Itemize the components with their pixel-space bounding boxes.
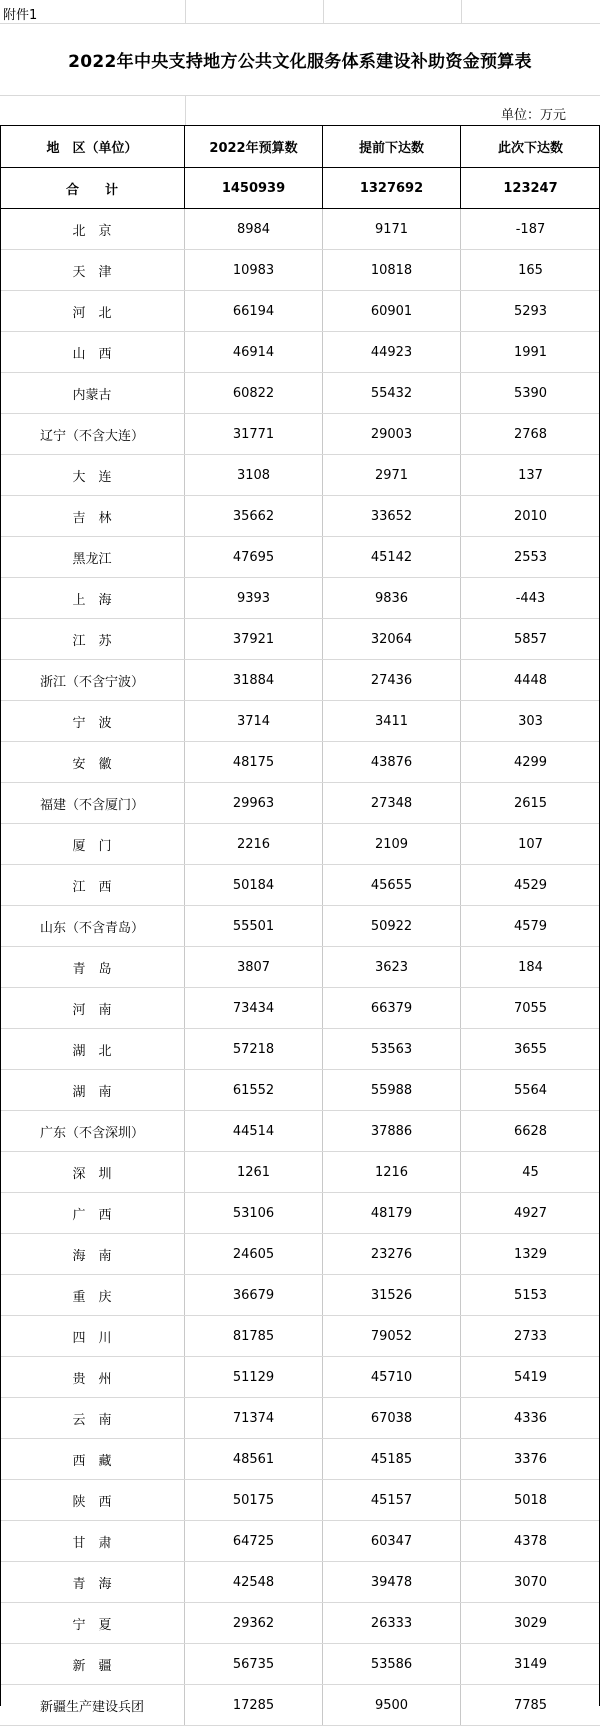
table-body bbox=[0, 209, 600, 1726]
current-cell: 1991 bbox=[513, 344, 548, 360]
current-cell: 4448 bbox=[513, 672, 548, 688]
region-cell: 吉 林 bbox=[0, 496, 185, 536]
budget-cell: 60822 bbox=[185, 373, 323, 413]
advance-cell: 45710 bbox=[323, 1357, 461, 1397]
column-header-budget: 2022年预算数 bbox=[185, 126, 323, 167]
table-row bbox=[0, 824, 600, 865]
region-cell: 山东（不含青岛） bbox=[0, 906, 185, 946]
advance-cell: 10818 bbox=[323, 250, 461, 290]
budget-cell: 51129 bbox=[185, 1357, 323, 1397]
current-cell: -443 bbox=[515, 590, 546, 606]
advance-cell: 45655 bbox=[323, 865, 461, 905]
budget-cell: 29362 bbox=[185, 1603, 323, 1643]
region-cell: 广东（不含深圳） bbox=[0, 1111, 185, 1151]
table-row bbox=[0, 1275, 600, 1316]
current-cell: 7785 bbox=[513, 1697, 548, 1713]
region-cell: 天 津 bbox=[0, 250, 185, 290]
total-current: 123247 bbox=[503, 180, 558, 196]
attachment-row bbox=[0, 0, 600, 24]
budget-cell: 47695 bbox=[185, 537, 323, 577]
current-cell: 303 bbox=[518, 713, 543, 729]
budget-cell: 31771 bbox=[185, 414, 323, 454]
current-cell: 3149 bbox=[513, 1656, 548, 1672]
table-row bbox=[0, 250, 600, 291]
advance-cell: 50922 bbox=[323, 906, 461, 946]
budget-cell: 50184 bbox=[185, 865, 323, 905]
region-cell: 福建（不含厦门） bbox=[0, 783, 185, 823]
budget-cell: 57218 bbox=[185, 1029, 323, 1069]
gridline bbox=[0, 0, 186, 23]
table-row bbox=[0, 414, 600, 455]
table-row bbox=[0, 373, 600, 414]
current-cell: 137 bbox=[518, 467, 543, 483]
region-cell: 广 西 bbox=[0, 1193, 185, 1233]
advance-cell: 66379 bbox=[323, 988, 461, 1028]
region-cell: 黑龙江 bbox=[0, 537, 185, 577]
current-cell: 45 bbox=[522, 1164, 539, 1180]
region-cell: 宁 夏 bbox=[0, 1603, 185, 1643]
current-cell: 184 bbox=[518, 959, 543, 975]
table-row bbox=[0, 783, 600, 824]
advance-cell: 9500 bbox=[323, 1685, 461, 1725]
budget-cell: 50175 bbox=[185, 1480, 323, 1520]
region-cell: 甘 肃 bbox=[0, 1521, 185, 1561]
region-cell: 海 南 bbox=[0, 1234, 185, 1274]
total-advance: 1327692 bbox=[323, 168, 461, 208]
budget-cell: 37921 bbox=[185, 619, 323, 659]
advance-cell: 48179 bbox=[323, 1193, 461, 1233]
advance-cell: 26333 bbox=[323, 1603, 461, 1643]
budget-cell: 48175 bbox=[185, 742, 323, 782]
table-row bbox=[0, 742, 600, 783]
column-header-region: 地 区（单位） bbox=[0, 126, 185, 167]
table-row bbox=[0, 1193, 600, 1234]
region-cell: 重 庆 bbox=[0, 1275, 185, 1315]
table-row bbox=[0, 1603, 600, 1644]
budget-cell: 3108 bbox=[185, 455, 323, 495]
region-cell: 河 北 bbox=[0, 291, 185, 331]
current-cell: 4299 bbox=[513, 754, 548, 770]
region-cell: 贵 州 bbox=[0, 1357, 185, 1397]
budget-cell: 66194 bbox=[185, 291, 323, 331]
region-cell: 安 徽 bbox=[0, 742, 185, 782]
current-cell: 1329 bbox=[513, 1246, 548, 1262]
advance-cell: 45157 bbox=[323, 1480, 461, 1520]
advance-cell: 3411 bbox=[323, 701, 461, 741]
current-cell: 2615 bbox=[513, 795, 548, 811]
budget-cell: 44514 bbox=[185, 1111, 323, 1151]
budget-cell: 42548 bbox=[185, 1562, 323, 1602]
advance-cell: 9171 bbox=[323, 209, 461, 249]
region-cell: 江 西 bbox=[0, 865, 185, 905]
budget-cell: 55501 bbox=[185, 906, 323, 946]
current-cell: 2553 bbox=[513, 549, 548, 565]
advance-cell: 60347 bbox=[323, 1521, 461, 1561]
current-cell: 5564 bbox=[513, 1082, 548, 1098]
region-cell: 浙江（不含宁波） bbox=[0, 660, 185, 700]
budget-cell: 71374 bbox=[185, 1398, 323, 1438]
current-cell: 5293 bbox=[513, 303, 548, 319]
table-row bbox=[0, 1111, 600, 1152]
table-row bbox=[0, 291, 600, 332]
region-cell: 云 南 bbox=[0, 1398, 185, 1438]
budget-cell: 53106 bbox=[185, 1193, 323, 1233]
page-title: 2022年中央支持地方公共文化服务体系建设补助资金预算表 bbox=[68, 52, 532, 72]
table-row bbox=[0, 1357, 600, 1398]
table-row bbox=[0, 1316, 600, 1357]
budget-cell: 35662 bbox=[185, 496, 323, 536]
table-row bbox=[0, 1029, 600, 1070]
advance-cell: 39478 bbox=[323, 1562, 461, 1602]
current-cell: 4336 bbox=[513, 1410, 548, 1426]
table-row bbox=[0, 906, 600, 947]
table-row bbox=[0, 332, 600, 373]
current-cell: 7055 bbox=[513, 1000, 548, 1016]
advance-cell: 27436 bbox=[323, 660, 461, 700]
current-cell: 5018 bbox=[513, 1492, 548, 1508]
table-row bbox=[0, 455, 600, 496]
budget-cell: 36679 bbox=[185, 1275, 323, 1315]
total-row bbox=[0, 168, 600, 209]
budget-cell: 29963 bbox=[185, 783, 323, 823]
current-cell: 6628 bbox=[513, 1123, 548, 1139]
table-row bbox=[0, 988, 600, 1029]
table-row bbox=[0, 1070, 600, 1111]
column-header-current: 此次下达数 bbox=[497, 141, 563, 156]
table-header-row bbox=[0, 126, 600, 168]
table-row bbox=[0, 1152, 600, 1193]
budget-cell: 2216 bbox=[185, 824, 323, 864]
current-cell: 5153 bbox=[513, 1287, 548, 1303]
region-cell: 湖 北 bbox=[0, 1029, 185, 1069]
unit-row bbox=[0, 96, 600, 126]
budget-cell: 48561 bbox=[185, 1439, 323, 1479]
budget-cell: 64725 bbox=[185, 1521, 323, 1561]
budget-cell: 31884 bbox=[185, 660, 323, 700]
budget-cell: 3807 bbox=[185, 947, 323, 987]
advance-cell: 45142 bbox=[323, 537, 461, 577]
region-cell: 新疆生产建设兵团 bbox=[0, 1685, 185, 1725]
table-row bbox=[0, 619, 600, 660]
table-row bbox=[0, 947, 600, 988]
advance-cell: 23276 bbox=[323, 1234, 461, 1274]
current-cell: 165 bbox=[518, 262, 543, 278]
region-cell: 江 苏 bbox=[0, 619, 185, 659]
region-cell: 上 海 bbox=[0, 578, 185, 618]
total-label: 合 计 bbox=[0, 168, 185, 208]
budget-cell: 24605 bbox=[185, 1234, 323, 1274]
budget-cell: 9393 bbox=[185, 578, 323, 618]
gridline bbox=[323, 0, 462, 23]
current-cell: 5390 bbox=[513, 385, 548, 401]
budget-cell: 73434 bbox=[185, 988, 323, 1028]
current-cell: 5419 bbox=[513, 1369, 548, 1385]
table-row bbox=[0, 1439, 600, 1480]
gridline bbox=[185, 0, 324, 23]
advance-cell: 2109 bbox=[323, 824, 461, 864]
advance-cell: 1216 bbox=[323, 1152, 461, 1192]
advance-cell: 2971 bbox=[323, 455, 461, 495]
current-cell: 107 bbox=[518, 836, 543, 852]
advance-cell: 32064 bbox=[323, 619, 461, 659]
budget-cell: 61552 bbox=[185, 1070, 323, 1110]
current-cell: 3655 bbox=[513, 1041, 548, 1057]
current-cell: 4378 bbox=[513, 1533, 548, 1549]
table-row bbox=[0, 1562, 600, 1603]
region-cell: 宁 波 bbox=[0, 701, 185, 741]
budget-cell: 17285 bbox=[185, 1685, 323, 1725]
advance-cell: 27348 bbox=[323, 783, 461, 823]
table-row bbox=[0, 1521, 600, 1562]
advance-cell: 33652 bbox=[323, 496, 461, 536]
current-cell: 4579 bbox=[513, 918, 548, 934]
region-cell: 山 西 bbox=[0, 332, 185, 372]
title-row bbox=[0, 24, 600, 96]
advance-cell: 55988 bbox=[323, 1070, 461, 1110]
table-row bbox=[0, 660, 600, 701]
current-cell: 2768 bbox=[513, 426, 548, 442]
advance-cell: 53586 bbox=[323, 1644, 461, 1684]
table-row bbox=[0, 865, 600, 906]
attachment-label: 附件1 bbox=[3, 8, 38, 23]
region-cell: 大 连 bbox=[0, 455, 185, 495]
region-cell: 新 疆 bbox=[0, 1644, 185, 1684]
advance-cell: 29003 bbox=[323, 414, 461, 454]
advance-cell: 53563 bbox=[323, 1029, 461, 1069]
region-cell: 青 岛 bbox=[0, 947, 185, 987]
region-cell: 四 川 bbox=[0, 1316, 185, 1356]
current-cell: -187 bbox=[515, 221, 546, 237]
region-cell: 湖 南 bbox=[0, 1070, 185, 1110]
budget-cell: 46914 bbox=[185, 332, 323, 372]
advance-cell: 44923 bbox=[323, 332, 461, 372]
region-cell: 内蒙古 bbox=[0, 373, 185, 413]
advance-cell: 60901 bbox=[323, 291, 461, 331]
advance-cell: 3623 bbox=[323, 947, 461, 987]
table-row bbox=[0, 1234, 600, 1275]
table-row bbox=[0, 1480, 600, 1521]
current-cell: 4529 bbox=[513, 877, 548, 893]
current-cell: 2010 bbox=[513, 508, 548, 524]
budget-cell: 81785 bbox=[185, 1316, 323, 1356]
advance-cell: 31526 bbox=[323, 1275, 461, 1315]
column-header-advance: 提前下达数 bbox=[323, 126, 461, 167]
table-row bbox=[0, 578, 600, 619]
advance-cell: 67038 bbox=[323, 1398, 461, 1438]
current-cell: 2733 bbox=[513, 1328, 548, 1344]
advance-cell: 45185 bbox=[323, 1439, 461, 1479]
current-cell: 4927 bbox=[513, 1205, 548, 1221]
budget-cell: 8984 bbox=[185, 209, 323, 249]
region-cell: 陕 西 bbox=[0, 1480, 185, 1520]
table-row bbox=[0, 1398, 600, 1439]
advance-cell: 79052 bbox=[323, 1316, 461, 1356]
unit-label: 单位：万元 bbox=[500, 108, 566, 123]
budget-cell: 10983 bbox=[185, 250, 323, 290]
table-row bbox=[0, 701, 600, 742]
table-row bbox=[0, 537, 600, 578]
region-cell: 北 京 bbox=[0, 209, 185, 249]
advance-cell: 55432 bbox=[323, 373, 461, 413]
table-row bbox=[0, 1644, 600, 1685]
total-budget: 1450939 bbox=[185, 168, 323, 208]
budget-cell: 56735 bbox=[185, 1644, 323, 1684]
region-cell: 厦 门 bbox=[0, 824, 185, 864]
region-cell: 深 圳 bbox=[0, 1152, 185, 1192]
advance-cell: 9836 bbox=[323, 578, 461, 618]
current-cell: 3376 bbox=[513, 1451, 548, 1467]
current-cell: 5857 bbox=[513, 631, 548, 647]
budget-cell: 1261 bbox=[185, 1152, 323, 1192]
current-cell: 3070 bbox=[513, 1574, 548, 1590]
region-cell: 青 海 bbox=[0, 1562, 185, 1602]
advance-cell: 37886 bbox=[323, 1111, 461, 1151]
region-cell: 西 藏 bbox=[0, 1439, 185, 1479]
budget-cell: 3714 bbox=[185, 701, 323, 741]
table-row bbox=[0, 496, 600, 537]
table-row bbox=[0, 209, 600, 250]
gridline bbox=[0, 96, 186, 125]
advance-cell: 43876 bbox=[323, 742, 461, 782]
region-cell: 河 南 bbox=[0, 988, 185, 1028]
region-cell: 辽宁（不含大连） bbox=[0, 414, 185, 454]
current-cell: 3029 bbox=[513, 1615, 548, 1631]
